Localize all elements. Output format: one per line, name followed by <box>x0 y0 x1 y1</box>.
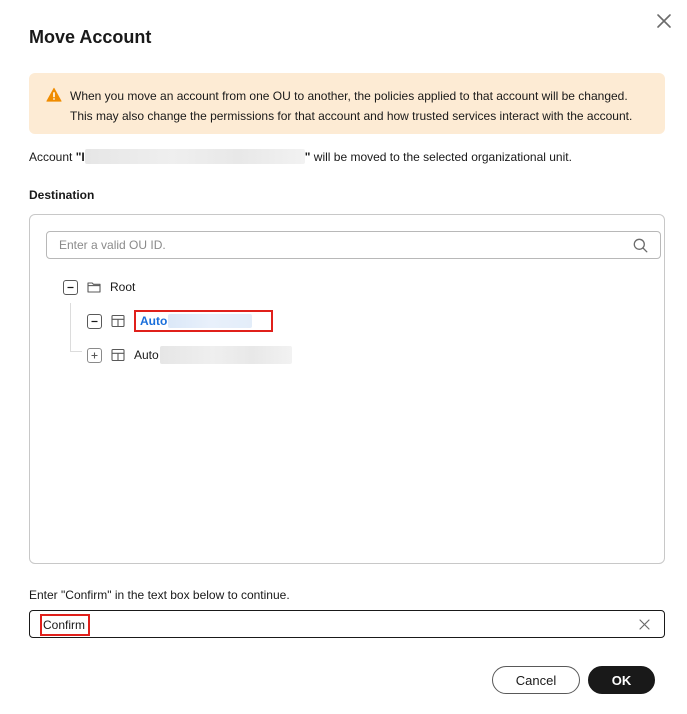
account-suffix: will be moved to the selected organizational unit. <box>310 150 572 164</box>
destination-label: Destination <box>29 188 95 202</box>
confirm-field[interactable] <box>29 610 665 638</box>
ou-search-input[interactable] <box>47 232 627 258</box>
expand-icon[interactable] <box>87 348 102 363</box>
tree-node-label-text: Auto <box>134 348 159 362</box>
tree-node-auto-label <box>134 346 292 364</box>
folder-icon <box>87 280 101 294</box>
ou-grid-icon <box>111 348 125 362</box>
redacted-ou-name <box>168 314 252 328</box>
warning-triangle-icon <box>46 87 62 103</box>
dialog-title: Move Account <box>29 27 152 47</box>
ou-tree-panel <box>29 214 665 564</box>
tree-connector <box>70 303 71 351</box>
tree-node-root-label: Root <box>110 280 136 294</box>
tree-node-auto-selected-label[interactable] <box>134 310 273 332</box>
confirm-prompt: Enter "Confirm" in the text box below to continue. <box>29 588 290 602</box>
tree-node-auto-selected[interactable] <box>87 312 273 330</box>
redacted-account-name <box>85 149 305 164</box>
tree-node-auto[interactable] <box>87 346 292 364</box>
account-open-quote: "I <box>75 150 85 164</box>
tree-connector <box>70 351 82 352</box>
ou-search-box <box>46 231 661 259</box>
warning-banner <box>29 73 665 134</box>
collapse-icon[interactable] <box>63 280 78 295</box>
ok-button[interactable]: OK <box>588 666 655 694</box>
confirm-input[interactable] <box>40 614 90 636</box>
collapse-icon[interactable] <box>87 314 102 329</box>
tree-node-root[interactable] <box>63 278 135 296</box>
account-move-info <box>29 148 572 166</box>
account-prefix: Account <box>29 150 76 164</box>
ou-grid-icon <box>111 314 125 328</box>
close-icon[interactable] <box>652 9 676 33</box>
warning-line-2: This may also change the permissions for that account and how trusted services interact with the account. <box>70 109 633 123</box>
cancel-button[interactable]: Cancel <box>492 666 580 694</box>
redacted-ou-name <box>160 346 292 364</box>
tree-node-label-text: Auto <box>140 314 168 328</box>
account-close-quote: " <box>304 150 311 164</box>
clear-icon[interactable] <box>639 619 650 630</box>
search-icon[interactable] <box>633 238 648 253</box>
warning-line-1: When you move an account from one OU to another, the policies applied to that account will be changed. <box>70 89 628 103</box>
warning-text <box>70 86 655 126</box>
